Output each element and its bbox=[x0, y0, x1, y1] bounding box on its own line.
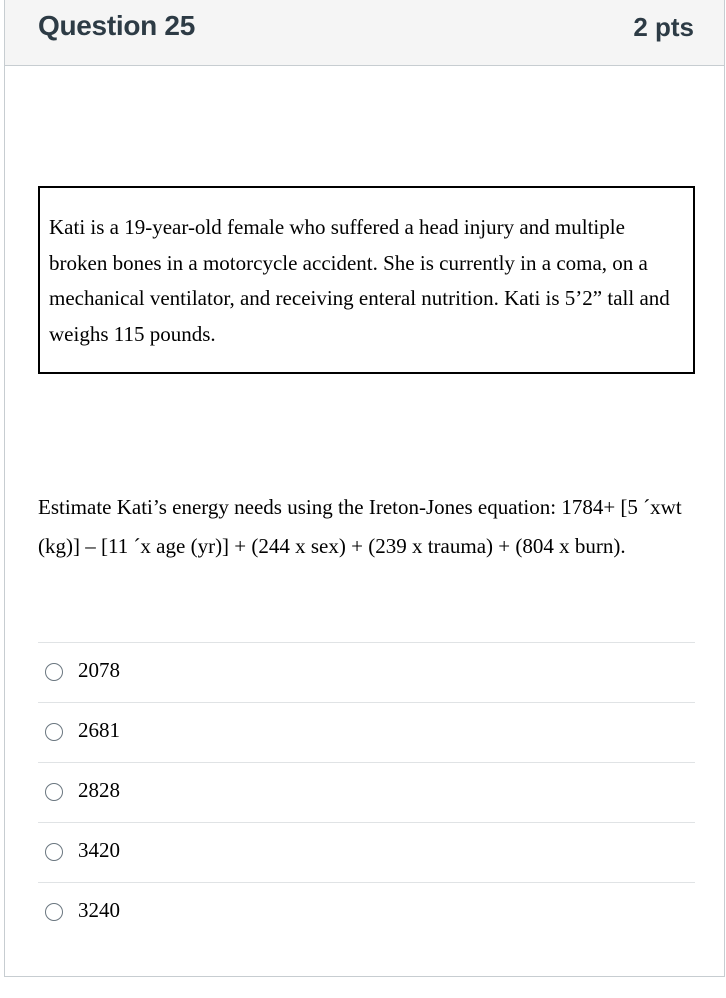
radio-button[interactable] bbox=[45, 663, 63, 681]
answer-option[interactable] bbox=[38, 642, 695, 702]
answer-option[interactable] bbox=[38, 882, 695, 942]
answer-option[interactable] bbox=[38, 702, 695, 762]
radio-button[interactable] bbox=[45, 783, 63, 801]
answer-option[interactable] bbox=[38, 822, 695, 882]
radio-button[interactable] bbox=[45, 903, 63, 921]
question-points: 2 pts bbox=[633, 12, 694, 42]
question-prompt: Estimate Kati’s energy needs using the Ireton-Jones equation: 1784+ [5 ´xwt (kg)] – [11 ´x age (yr)] + (244 x sex) + (239 x trauma) + (804 x burn). bbox=[38, 495, 682, 558]
answer-label[interactable]: 2681 bbox=[78, 718, 120, 742]
answer-label[interactable]: 2078 bbox=[78, 658, 120, 682]
answer-label[interactable]: 3240 bbox=[78, 898, 120, 922]
case-description-text: Kati is a 19-year-old female who suffered a head injury and multiple broken bones in a motorcycle accident. She is currently in a coma, on a mechanical ventilator, and receiving enteral nutrition. Kati is 5’2” tall and weighs 115 pounds. bbox=[49, 215, 670, 346]
radio-button[interactable] bbox=[45, 723, 63, 741]
question-card bbox=[4, 0, 725, 977]
radio-button[interactable] bbox=[45, 843, 63, 861]
answer-label[interactable]: 2828 bbox=[78, 778, 120, 802]
answer-list bbox=[38, 642, 695, 942]
answer-option[interactable] bbox=[38, 762, 695, 822]
answer-label[interactable]: 3420 bbox=[78, 838, 120, 862]
case-description-box bbox=[38, 186, 695, 374]
question-title: Question 25 bbox=[38, 10, 195, 41]
question-header bbox=[5, 0, 724, 66]
